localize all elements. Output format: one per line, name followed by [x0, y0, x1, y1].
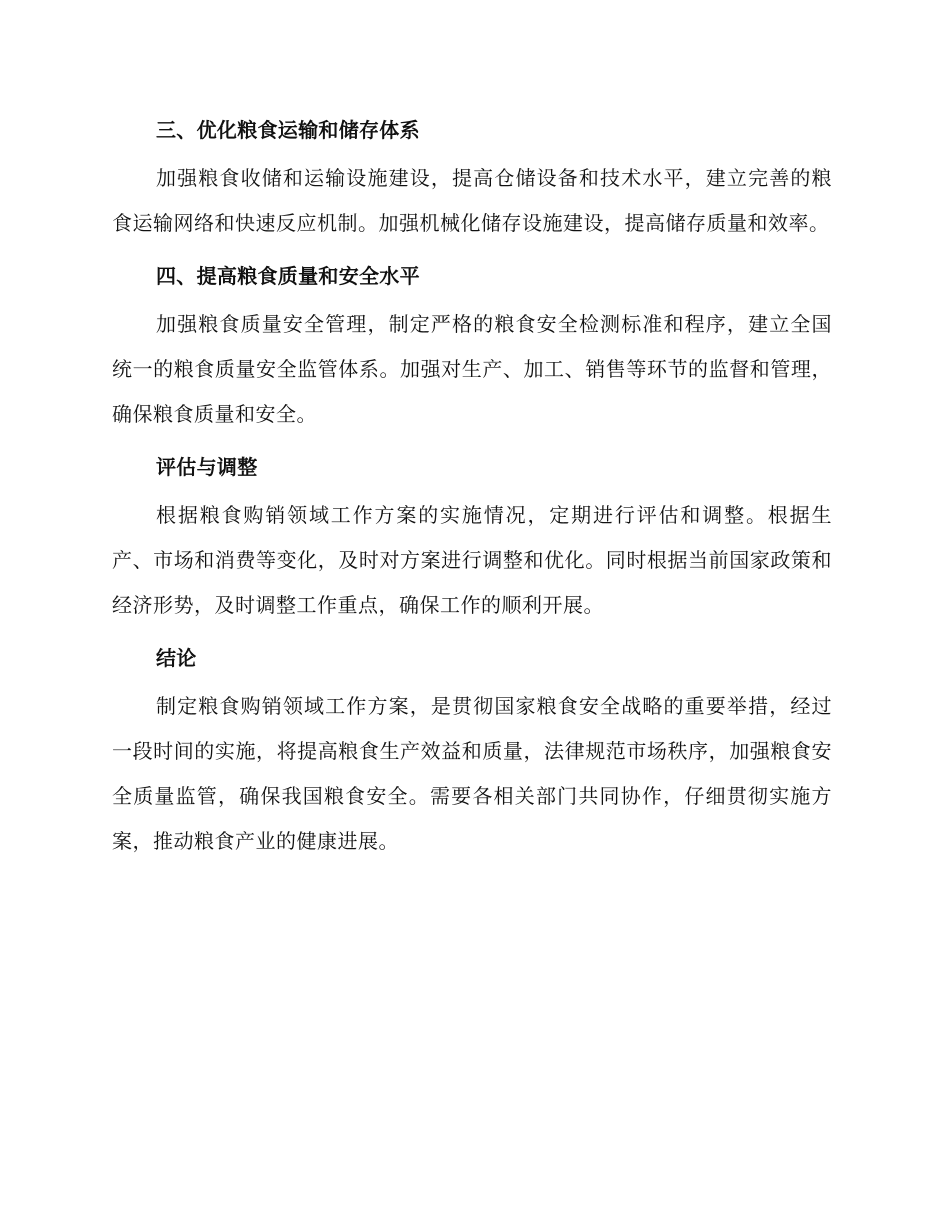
section-paragraph-transport-storage: 加强粮食收储和运输设施建设，提高仓储设备和技术水平，建立完善的粮食运输网络和快速反应机制。加强机械化储存设施建设，提高储存质量和效率。 [112, 166, 832, 235]
section-paragraph-evaluation-adjustment: 根据粮食购销领域工作方案的实施情况，定期进行评估和调整。根据生产、市场和消费等变化，及时对方案进行调整和优化。同时根据当前国家政策和经济形势，及时调整工作重点，确保工作的顺利开展。 [112, 503, 832, 617]
section-heading-quality-safety: 四、提高粮食质量和安全水平 [156, 264, 420, 288]
section-paragraph-conclusion: 制定粮食购销领域工作方案，是贯彻国家粮食安全战略的重要举措，经过一段时间的实施，将提高粮食生产效益和质量，法律规范市场秩序，加强粮食安全质量监管，确保我国粮食安全。需要各相关部门共同协作，仔细贯彻实施方案，推动粮食产业的健康进展。 [112, 694, 832, 853]
section-heading-evaluation-adjustment: 评估与调整 [156, 455, 258, 479]
document-body [112, 112, 832, 864]
section-heading-conclusion: 结论 [156, 646, 197, 670]
section-heading-transport-storage: 三、优化粮食运输和储存体系 [156, 118, 420, 142]
section-paragraph-quality-safety: 加强粮食质量安全管理，制定严格的粮食安全检测标准和程序，建立全国统一的粮食质量安全监管体系。加强对生产、加工、销售等环节的监督和管理，确保粮食质量和安全。 [112, 312, 832, 426]
